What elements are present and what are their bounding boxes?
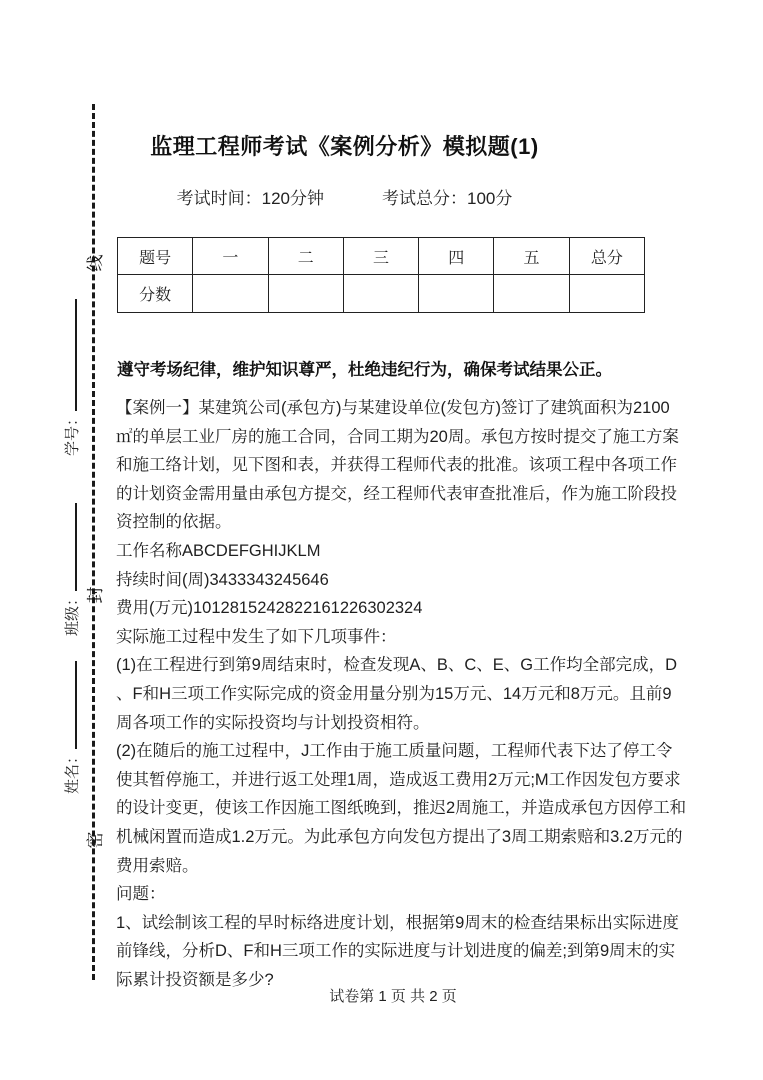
score-table-header-row bbox=[118, 238, 645, 275]
score-table bbox=[117, 237, 645, 313]
table-header-cell: 三 bbox=[343, 238, 418, 275]
body-line: 【案例一】某建筑公司(承包方)与某建设单位(发包方)签订了建筑面积为2100 bbox=[116, 399, 670, 417]
body-line: 问题： bbox=[116, 885, 166, 904]
table-header-cell: 二 bbox=[268, 238, 343, 275]
score-empty-cell bbox=[343, 275, 418, 313]
table-header-cell: 总分 bbox=[569, 238, 644, 275]
name-field bbox=[61, 648, 81, 794]
exam-total-score: 考试总分：100分 bbox=[382, 189, 513, 208]
body-line: 资控制的依据。 bbox=[116, 513, 232, 532]
exam-notice: 遵守考场纪律，维护知识尊严，杜绝违纪行为，确保考试结果公正。 bbox=[117, 361, 612, 379]
case-body bbox=[116, 394, 687, 994]
body-line: 工作名称ABCDEFGHIJKLM bbox=[116, 541, 321, 560]
body-line: 费用索赔。 bbox=[116, 856, 199, 875]
score-empty-cell bbox=[193, 275, 268, 313]
seal-char-mi: 密 bbox=[85, 831, 105, 849]
seal-char-feng: 封 bbox=[85, 586, 105, 604]
student-id-blank-line bbox=[65, 299, 77, 411]
body-line: 费用(万元)1012815242822161226302324 bbox=[116, 599, 423, 618]
table-header-cell: 一 bbox=[193, 238, 268, 275]
name-label: 姓名： bbox=[63, 748, 81, 794]
page-title: 监理工程师考试《案例分析》模拟题(1) bbox=[150, 134, 539, 159]
class-field bbox=[61, 490, 81, 636]
body-line: 周各项工作的实际投资均与计划投资相符。 bbox=[116, 713, 430, 732]
table-header-cell: 五 bbox=[494, 238, 569, 275]
score-table-score-row bbox=[118, 275, 645, 313]
class-blank-line bbox=[65, 503, 77, 591]
body-line: ㎡的单层工业厂房的施工合同，合同工期为20周。承包方按时提交了施工方案 bbox=[116, 427, 679, 446]
body-line: (2)在随后的施工过程中，J工作由于施工质量问题，工程师代表下达了停工令 bbox=[116, 742, 673, 761]
body-line: 使其暂停施工，并进行返工处理1周，造成返工费用2万元;M工作因发包方要求 bbox=[116, 770, 681, 789]
body-line: 和施工络计划，见下图和表，并获得工程师代表的批准。该项工程中各项工作 bbox=[116, 456, 677, 475]
seal-char-line: 线 bbox=[85, 254, 105, 272]
page-number-footer: 试卷第 1 页 共 2 页 bbox=[329, 988, 457, 1005]
score-empty-cell bbox=[419, 275, 494, 313]
table-header-cell: 四 bbox=[419, 238, 494, 275]
score-row-label-cell: 分数 bbox=[118, 275, 193, 313]
score-empty-cell bbox=[494, 275, 569, 313]
table-header-cell: 题号 bbox=[118, 238, 193, 275]
score-empty-cell bbox=[268, 275, 343, 313]
body-line: 际累计投资额是多少? bbox=[116, 970, 274, 989]
student-id-field bbox=[61, 286, 81, 456]
body-line: 机械闲置而造成1.2万元。为此承包方向发包方提出了3周工期索赔和3.2万元的 bbox=[116, 827, 683, 846]
exam-meta bbox=[117, 184, 572, 209]
body-line: 实际施工过程中发生了如下几项事件： bbox=[116, 627, 397, 646]
body-line: 的计划资金需用量由承包方提交，经工程师代表审查批准后，作为施工阶段投 bbox=[116, 484, 677, 503]
body-line: 1、试绘制该工程的早时标络进度计划，根据第9周末的检查结果标出实际进度 bbox=[116, 913, 679, 932]
body-line: 持续时间(周)3433343245646 bbox=[116, 570, 329, 589]
student-id-label: 学号： bbox=[63, 410, 81, 456]
body-line: 的设计变更，使该工作因施工图纸晚到，推迟2周施工，并造成承包方因停工和 bbox=[116, 799, 687, 818]
exam-time: 考试时间：120分钟 bbox=[176, 189, 324, 208]
body-line: 、F和H三项工作实际完成的资金用量分别为15万元、14万元和8万元。且前9 bbox=[116, 684, 672, 703]
name-blank-line bbox=[65, 661, 77, 749]
body-line: (1)在工程进行到第9周结束时，检查发现A、B、C、E、G工作均全部完成，D bbox=[116, 656, 678, 675]
score-empty-cell bbox=[569, 275, 644, 313]
class-label: 班级： bbox=[63, 590, 81, 636]
body-line: 前锋线，分析D、F和H三项工作的实际进度与计划进度的偏差;到第9周末的实 bbox=[116, 942, 676, 961]
